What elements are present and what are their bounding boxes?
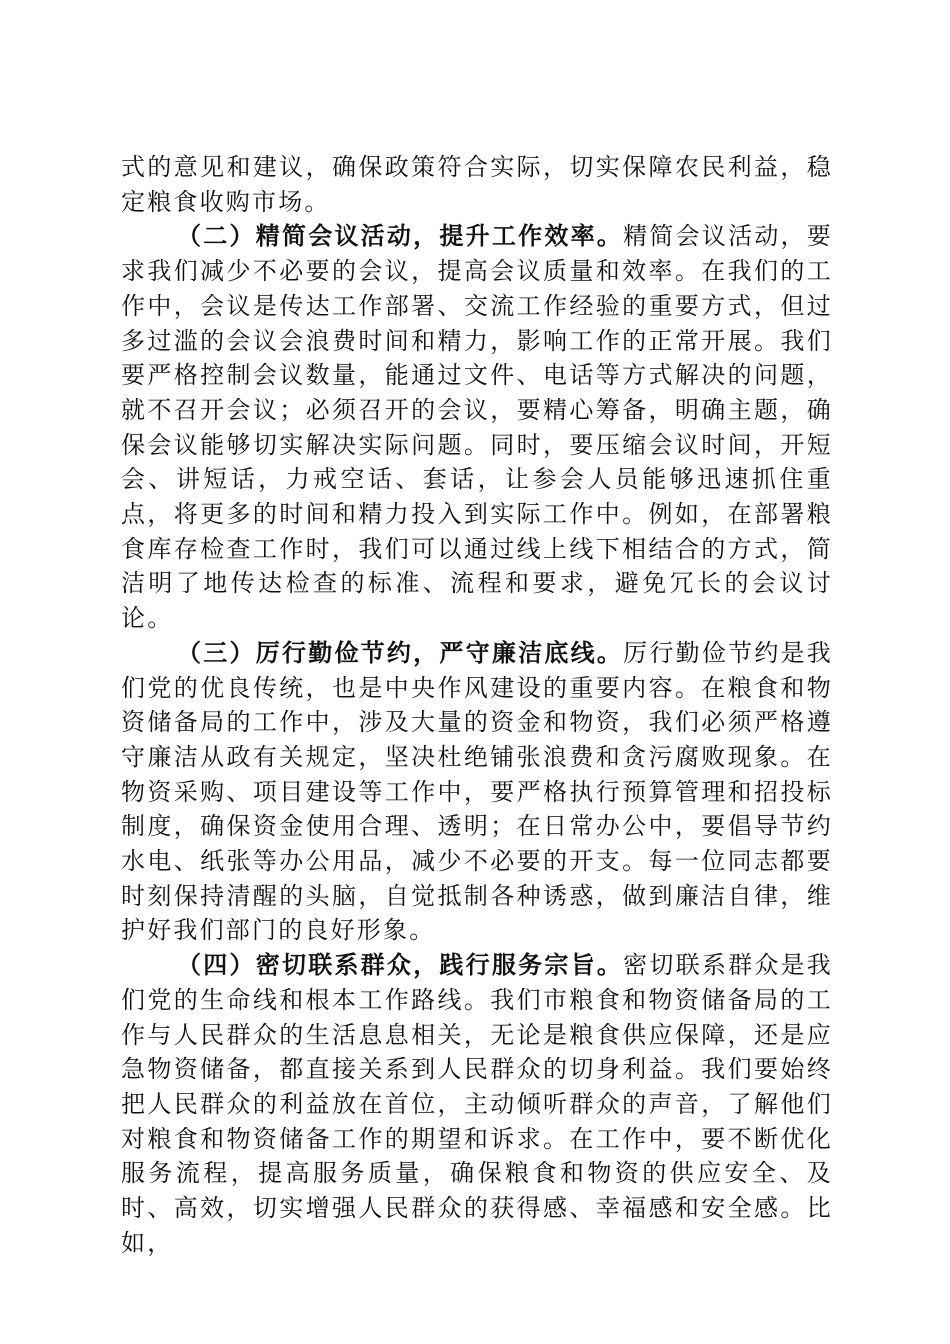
section-heading: （三）厉行勤俭节约，严守廉洁底线。 [177,638,624,667]
paragraph-text: 厉行勤俭节约是我们党的优良传统，也是中央作风建设的重要内容。在粮食和物资储备局的工作中，涉及大量的资金和物资，我们必须严格遵守廉洁从政有关规定，坚决杜绝铺张浪费和贪污腐败现象。在物资采购、项目建设等工作中，要严格执行预算管理和招投标制度，确保资金使用合理、透明；在日常办公中，要倡导节约水电、纸张等办公用品，减少不必要的开支。每一位同志都要时刻保持清醒的头脑，自觉抵制各种诱惑，做到廉洁自律，维护好我们部门的良好形象。 [121,638,833,945]
section-heading: （四）密切联系群众，践行服务宗旨。 [177,951,624,980]
paragraph-text: 密切联系群众是我们党的生命线和根本工作路线。我们市粮食和物资储备局的工作与人民群众的生活息息相关，无论是粮食供应保障，还是应急物资储备，都直接关系到人民群众的切身利益。我们要始终把人民群众的利益放在首位，主动倾听群众的声音，了解他们对粮食和物资储备工作的期望和诉求。在工作中，要不断优化服务流程，提高服务质量，确保粮食和物资的供应安全、及时、高效，切实增强人民群众的获得感、幸福感和安全感。比如， [121,951,833,1257]
section-heading: （二）精简会议活动，提升工作效率。 [177,222,624,251]
paragraph-continuation [121,150,833,219]
document-body [121,150,833,1261]
paragraph-section-2 [121,219,833,635]
paragraph-text: 式的意见和建议，确保政策符合实际，切实保障农民利益，稳定粮食收购市场。 [121,153,833,216]
paragraph-text: 精简会议活动，要求我们减少不必要的会议，提高会议质量和效率。在我们的工作中，会议是传达工作部署、交流工作经验的重要方式，但过多过滥的会议会浪费时间和精力，影响工作的正常开展。我们要严格控制会议数量，能通过文件、电话等方式解决的问题，就不召开会议；必须召开的会议，要精心筹备，明确主题，确保会议能够切实解决实际问题。同时，要压缩会议时间，开短会、讲短话，力戒空话、套话，让参会人员能够迅速抓住重点，将更多的时间和精力投入到实际工作中。例如，在部署粮食库存检查工作时，我们可以通过线上线下相结合的方式，简洁明了地传达检查的标准、流程和要求，避免冗长的会议讨论。 [121,222,833,633]
paragraph-section-4 [121,948,833,1260]
paragraph-section-3 [121,636,833,948]
